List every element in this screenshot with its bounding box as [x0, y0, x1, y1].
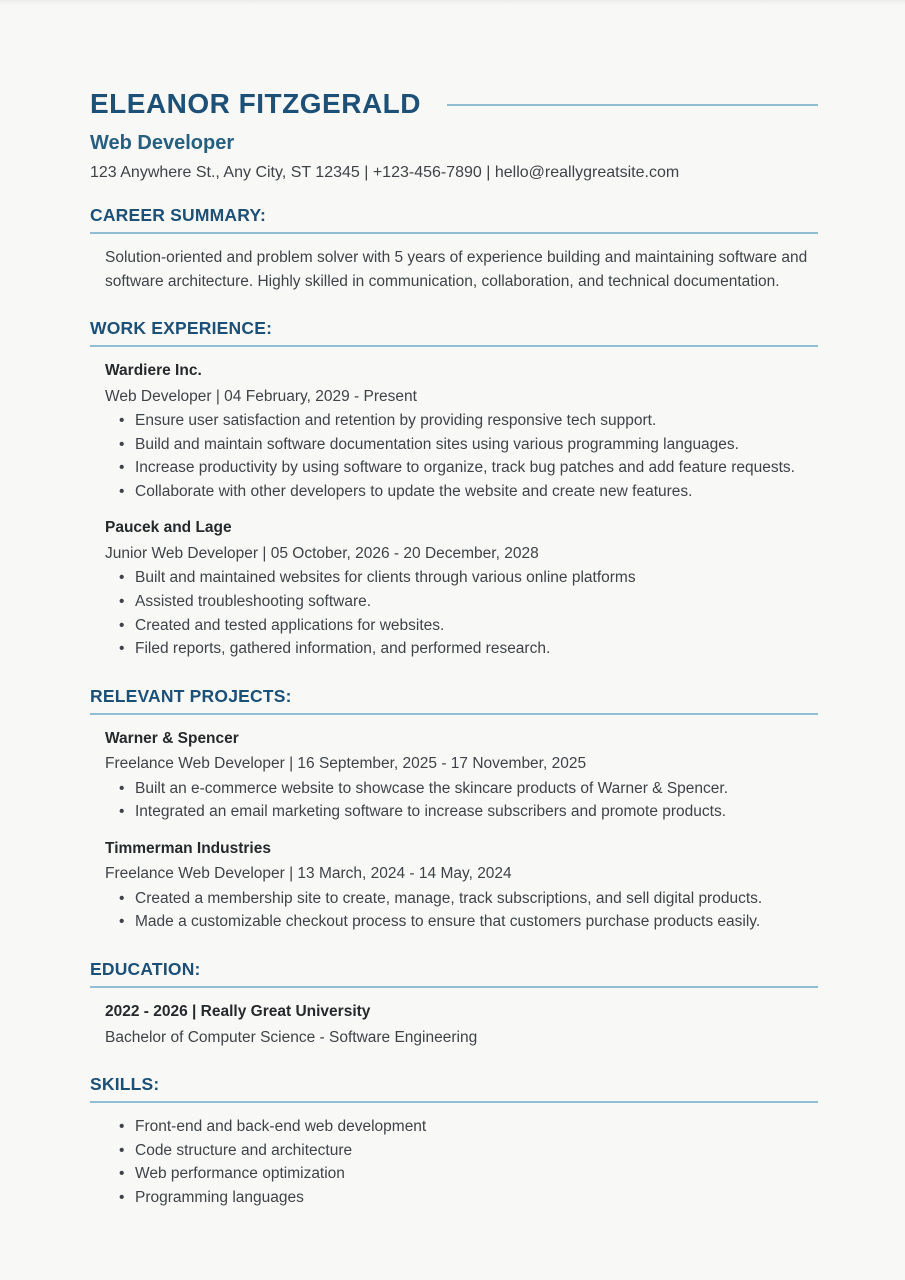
bullet-list: [105, 777, 818, 824]
section-skills: [90, 1074, 818, 1209]
bullet-item: • Code structure and architecture: [105, 1139, 818, 1163]
work-experience-entries: [105, 359, 818, 661]
role-and-dates: Freelance Web Developer | 16 September, 2025 - 17 November, 2025: [105, 755, 587, 773]
experience-entry: [105, 837, 818, 934]
relevant-projects-heading: RELEVANT PROJECTS:: [90, 685, 292, 706]
relevant-projects-entries: [105, 727, 818, 934]
section-rule: [90, 713, 818, 715]
education-body: [105, 1000, 818, 1049]
section-career-summary: [90, 205, 818, 293]
role-and-dates: Freelance Web Developer | 13 March, 2024 - 14 May, 2024: [105, 865, 512, 883]
bullet-item: • Built an e-commerce website to showcase the skincare products of Warner & Spencer.: [105, 777, 818, 801]
company-name: Paucek and Lage: [105, 519, 232, 537]
name-row: [90, 88, 818, 120]
bullet-item: • Filed reports, gathered information, and performed research.: [105, 637, 818, 661]
skills-body: [105, 1115, 818, 1209]
education-heading: EDUCATION:: [90, 959, 201, 980]
career-summary-heading: CAREER SUMMARY:: [90, 205, 267, 225]
skills-heading: SKILLS:: [90, 1074, 160, 1095]
experience-entry: [105, 516, 818, 660]
career-summary-text: Solution-oriented and problem solver with 5 years of experience building and maintaining software and software architecture. Highly skilled in communication, collaboration, and technical documentation.: [105, 249, 808, 290]
section-education: [90, 959, 818, 1049]
header-decorative-rule: [447, 104, 818, 106]
role-and-dates: Web Developer | 04 February, 2029 - Present: [105, 387, 417, 405]
work-experience-heading: WORK EXPERIENCE:: [90, 318, 273, 339]
bullet-list: [105, 409, 818, 503]
bullet-item: • Created and tested applications for websites.: [105, 614, 818, 638]
bullet-list: [105, 566, 818, 660]
bullet-item: • Created a membership site to create, manage, track subscriptions, and sell digital products.: [105, 887, 818, 911]
bullet-item: • Build and maintain software documentation sites using various programming languages.: [105, 433, 818, 457]
bullet-item: • Web performance optimization: [105, 1162, 818, 1186]
candidate-name: ELEANOR FITZGERALD: [90, 88, 421, 119]
section-rule: [90, 345, 818, 347]
education-detail: Bachelor of Computer Science - Software Engineering: [105, 1028, 478, 1046]
contact-line: 123 Anywhere St., Any City, ST 12345 | +123-456-7890 | hello@reallygreatsite.com: [90, 164, 680, 181]
section-rule: [90, 1101, 818, 1103]
company-name: Warner & Spencer: [105, 729, 239, 747]
section-rule: [90, 232, 818, 234]
bullet-item: • Built and maintained websites for clients through various online platforms: [105, 566, 818, 590]
bullet-item: • Made a customizable checkout process to ensure that customers purchase products easily.: [105, 910, 818, 934]
candidate-job-title: Web Developer: [90, 132, 235, 154]
bullet-list: [105, 887, 818, 934]
bullet-item: • Programming languages: [105, 1186, 818, 1210]
bullet-item: • Ensure user satisfaction and retention by providing responsive tech support.: [105, 409, 818, 433]
resume-header: [90, 88, 818, 182]
section-rule: [90, 986, 818, 988]
bullet-item: • Integrated an email marketing software to increase subscribers and promote products.: [105, 800, 818, 824]
experience-entry: [105, 359, 818, 503]
company-name: Timmerman Industries: [105, 839, 271, 857]
bullet-item: • Increase productivity by using software to organize, track bug patches and add feature requests.: [105, 456, 818, 480]
bullet-item: • Assisted troubleshooting software.: [105, 590, 818, 614]
bullet-item: • Collaborate with other developers to update the website and create new features.: [105, 480, 818, 504]
section-relevant-projects: [90, 686, 818, 934]
company-name: Wardiere Inc.: [105, 362, 202, 380]
bullet-item: • Front-end and back-end web development: [105, 1115, 818, 1139]
role-and-dates: Junior Web Developer | 05 October, 2026 - 20 December, 2028: [105, 544, 539, 562]
experience-entry: [105, 727, 818, 824]
skills-list: [105, 1115, 818, 1209]
education-degree-line: 2022 - 2026 | Really Great University: [105, 1003, 371, 1021]
section-work-experience: [90, 318, 818, 661]
